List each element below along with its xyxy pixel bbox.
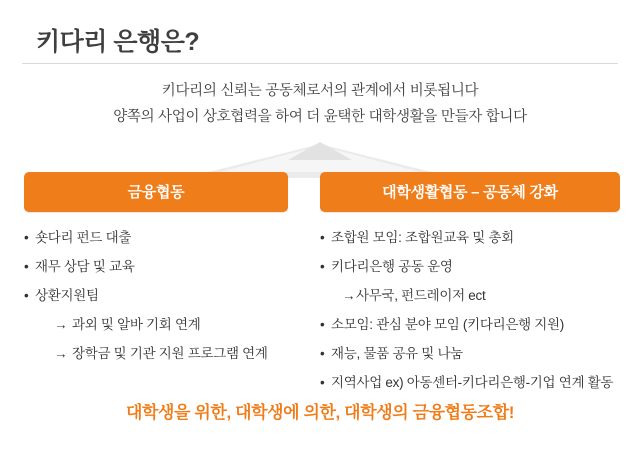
column-items-campus <box>320 228 620 393</box>
list-item-label: 재능, 물품 공유 및 나눔 <box>331 346 463 361</box>
slogan-text: 대학생을 위한, 대학생에 의한, 대학생의 금융협동조합! <box>125 403 514 422</box>
arrow-right-icon: → <box>342 288 356 303</box>
column-items-financial <box>24 228 288 364</box>
lead-line-1: 키다리의 신뢰는 공동체로서의 관계에서 비롯됩니다 <box>161 83 479 99</box>
list-item-label: 키다리은행 공동 운영 <box>331 259 453 274</box>
list-item-sub <box>54 344 288 364</box>
list-item <box>320 228 620 248</box>
bullet-icon: • <box>24 288 29 303</box>
list-item <box>320 373 620 393</box>
bullet-icon: • <box>320 375 325 390</box>
bullet-icon: • <box>320 259 325 274</box>
lead-line-2: 양쪽의 사업이 상호협력을 하여 더 윤택한 대학생활을 만들자 합니다 <box>113 109 527 125</box>
list-item-label: 조합원 모임: 조합원교육 및 총회 <box>331 230 514 245</box>
list-item-label: 지역사업 ex) 아동센터-키다리은행-기업 연계 활동 <box>331 375 614 390</box>
bullet-icon: • <box>24 259 29 274</box>
column-header-campus: 대학생활협동 – 공동체 강화 <box>320 172 620 212</box>
bullet-icon: • <box>320 346 325 361</box>
list-item-label: 상환지원팀 <box>35 288 99 303</box>
bullet-icon: • <box>320 317 325 332</box>
list-item <box>24 257 288 277</box>
lead-paragraph <box>0 78 640 130</box>
bullet-icon: • <box>24 230 29 245</box>
list-item-sub <box>342 286 620 306</box>
list-item <box>320 344 620 364</box>
list-item-label: 과외 및 알바 기회 연계 <box>72 317 201 332</box>
page-title: 키다리 은행은? <box>36 28 200 56</box>
list-item-label: 재무 상담 및 교육 <box>35 259 135 274</box>
arrow-right-icon: → <box>54 317 68 332</box>
column-financial-cooperation <box>24 172 288 373</box>
content-columns <box>0 172 640 390</box>
list-item <box>24 228 288 248</box>
column-header-financial: 금융협동 <box>24 172 288 212</box>
list-item-label: 사무국, 펀드레이저 ect <box>356 288 486 303</box>
list-item <box>320 315 620 335</box>
list-item-label: 장학금 및 기관 지원 프로그램 연계 <box>72 346 268 361</box>
list-item <box>320 257 620 277</box>
bullet-icon: • <box>320 230 325 245</box>
list-item-sub <box>54 315 288 335</box>
arrow-right-icon: → <box>54 346 68 361</box>
title-divider <box>22 63 618 64</box>
column-campus-life-cooperation <box>320 172 620 402</box>
list-item-label: 소모임: 관심 분야 모임 (키다리은행 지원) <box>331 317 564 332</box>
list-item-label: 숏다리 펀드 대출 <box>35 230 132 245</box>
list-item <box>24 286 288 306</box>
